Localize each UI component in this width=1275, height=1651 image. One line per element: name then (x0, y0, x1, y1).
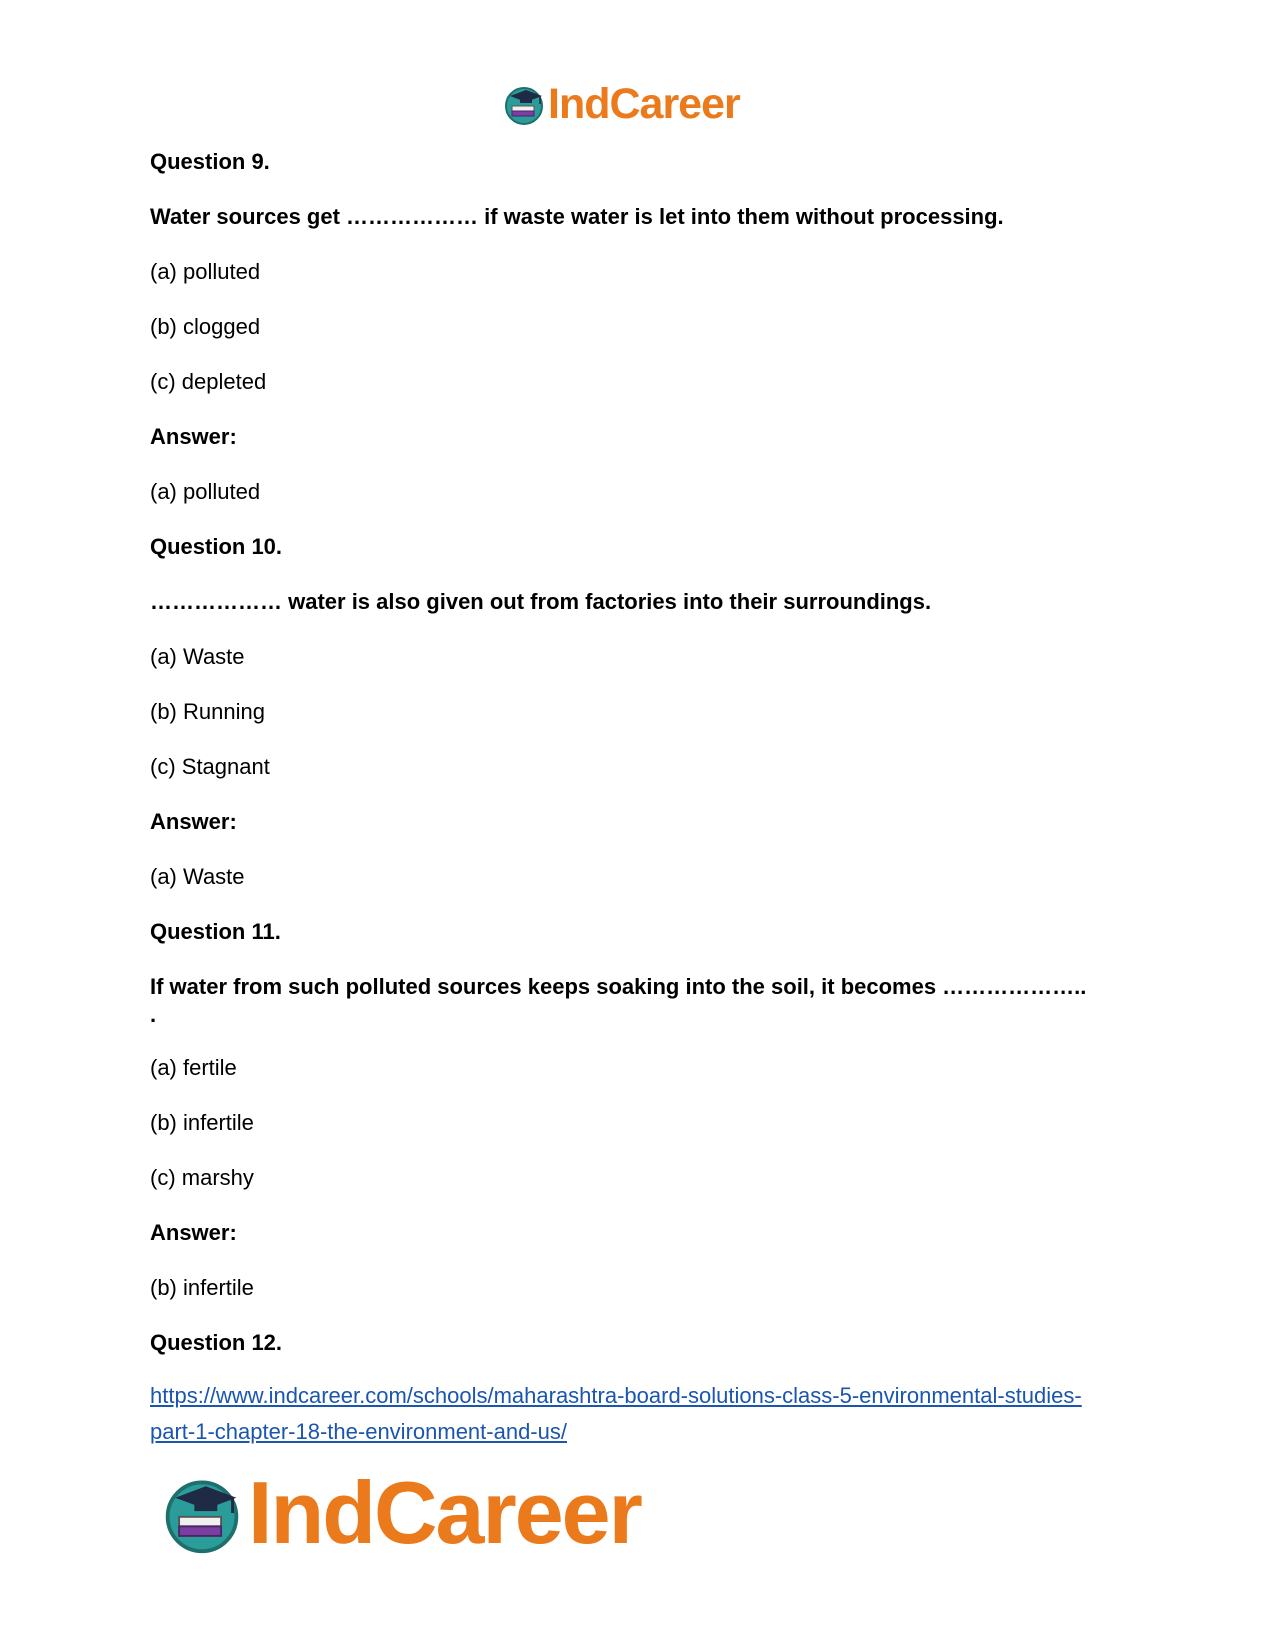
option: (b) infertile (150, 1110, 254, 1135)
question-text: Water sources get ……………… if waste water is let into them without processing. (150, 204, 1004, 229)
question-label: Question 11. (150, 919, 281, 944)
answer-label: Answer: (150, 424, 237, 449)
link-line[interactable]: https://www.indcareer.com/schools/maharashtra-board-solutions-class-5-environmental-studies- (150, 1383, 1082, 1408)
footer-logo (160, 1465, 641, 1561)
answer-label: Answer: (150, 1220, 237, 1245)
document-body (150, 148, 1130, 1384)
logo-text: IndCareer (248, 1463, 641, 1562)
question-text: ……………… water is also given out from factories into their surroundings. (150, 589, 932, 614)
answer-text: (a) Waste (150, 864, 245, 889)
option: (b) Running (150, 699, 265, 724)
answer-text: (b) infertile (150, 1275, 254, 1300)
header-logo (502, 80, 740, 128)
question-label: Question 12. (150, 1330, 283, 1355)
option: (b) clogged (150, 314, 261, 339)
source-link[interactable] (150, 1378, 1140, 1450)
option: (a) polluted (150, 259, 261, 284)
question-label: Question 10. (150, 534, 283, 559)
link-line[interactable]: part-1-chapter-18-the-environment-and-us/ (150, 1419, 567, 1444)
logo-text: IndCareer (548, 79, 740, 128)
question-label: Question 9. (150, 149, 270, 174)
question-text-line: . (150, 1002, 157, 1027)
graduation-cap-book-globe-icon (502, 82, 546, 126)
question-text-line: If water from such polluted sources keeps soaking into the soil, it becomes ……………….. (150, 974, 1087, 999)
option: (c) depleted (150, 369, 267, 394)
option: (a) fertile (150, 1055, 237, 1080)
question-text (150, 973, 1130, 1029)
graduation-cap-book-globe-icon (160, 1471, 244, 1555)
answer-label: Answer: (150, 809, 237, 834)
option: (c) Stagnant (150, 754, 270, 779)
option: (a) Waste (150, 644, 245, 669)
option: (c) marshy (150, 1165, 254, 1190)
answer-text: (a) polluted (150, 479, 261, 504)
